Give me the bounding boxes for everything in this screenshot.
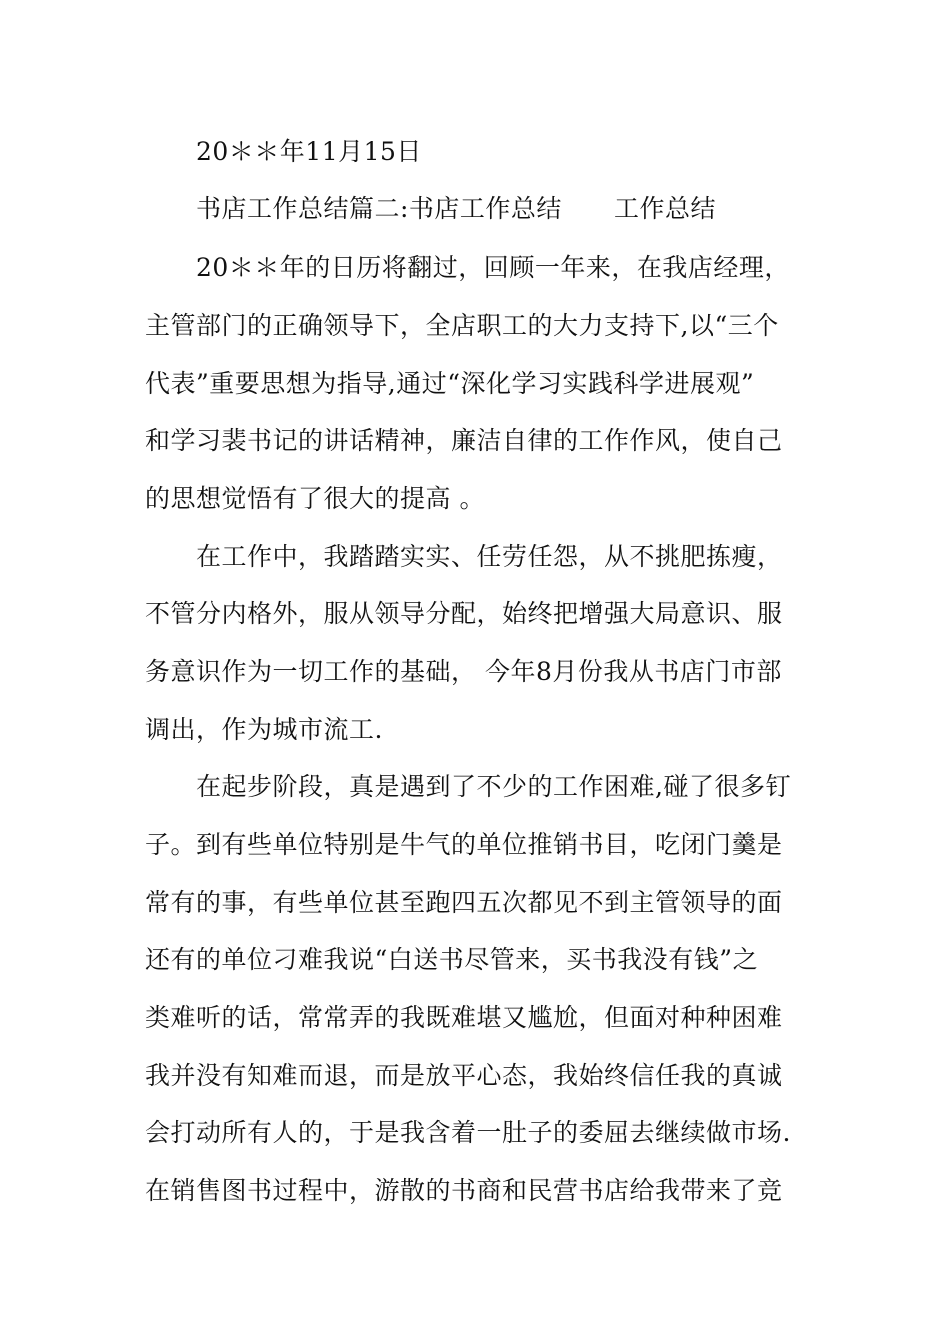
paragraph-line: 会打动所有人的，于是我含着一肚子的委屈去继续做市场. bbox=[145, 1118, 791, 1147]
paragraph-line: 我并没有知难而退，而是放平心态，我始终信任我的真诚 bbox=[145, 1061, 783, 1090]
paragraph-line: 不管分内格外，服从领导分配，始终把增强大局意识、服 bbox=[145, 599, 783, 628]
paragraph-line: 调出，作为城市流工. bbox=[145, 715, 383, 744]
paragraph-line: 在工作中，我踏踏实实、任劳任怨，从不挑肥拣瘦， bbox=[196, 542, 783, 571]
section-heading bbox=[196, 193, 866, 225]
paragraph-line: 在销售图书过程中，游散的书商和民营书店给我带来了竞 bbox=[145, 1176, 783, 1205]
paragraph-line: 和学习裴书记的讲话精神，廉洁自律的工作作风，使自己 bbox=[145, 426, 783, 455]
paragraph-line: 主管部门的正确领导下，全店职工的大力支持下,以“三个 bbox=[145, 311, 779, 340]
heading-subtitle: 工作总结 bbox=[613, 194, 716, 223]
paragraph-line: 的思想觉悟有了很大的提高 。 bbox=[145, 484, 485, 513]
paragraph-line: 常有的事，有些单位甚至跑四五次都见不到主管领导的面 bbox=[145, 888, 783, 917]
heading-title: 书店工作总结篇二:书店工作总结 bbox=[196, 194, 562, 223]
date-line: 20＊＊年11月15日 bbox=[196, 137, 422, 166]
paragraph-line: 在起步阶段，真是遇到了不少的工作困难,碰了很多钉 bbox=[196, 772, 791, 801]
paragraph-line: 子。到有些单位特别是牛气的单位推销书目，吃闭门羹是 bbox=[145, 830, 783, 859]
paragraph-line: 务意识作为一切工作的基础， 今年8月份我从书店门市部 bbox=[145, 657, 782, 686]
paragraph-line: 类难听的话，常常弄的我既难堪又尴尬，但面对种种困难 bbox=[145, 1003, 783, 1032]
paragraph-line: 20＊＊年的日历将翻过，回顾一年来，在我店经理， bbox=[196, 253, 790, 282]
paragraph-line: 代表”重要思想为指导,通过“深化学习实践科学进展观” bbox=[145, 369, 755, 398]
paragraph-line: 还有的单位刁难我说“白送书尽管来，买书我没有钱”之 bbox=[145, 945, 759, 974]
